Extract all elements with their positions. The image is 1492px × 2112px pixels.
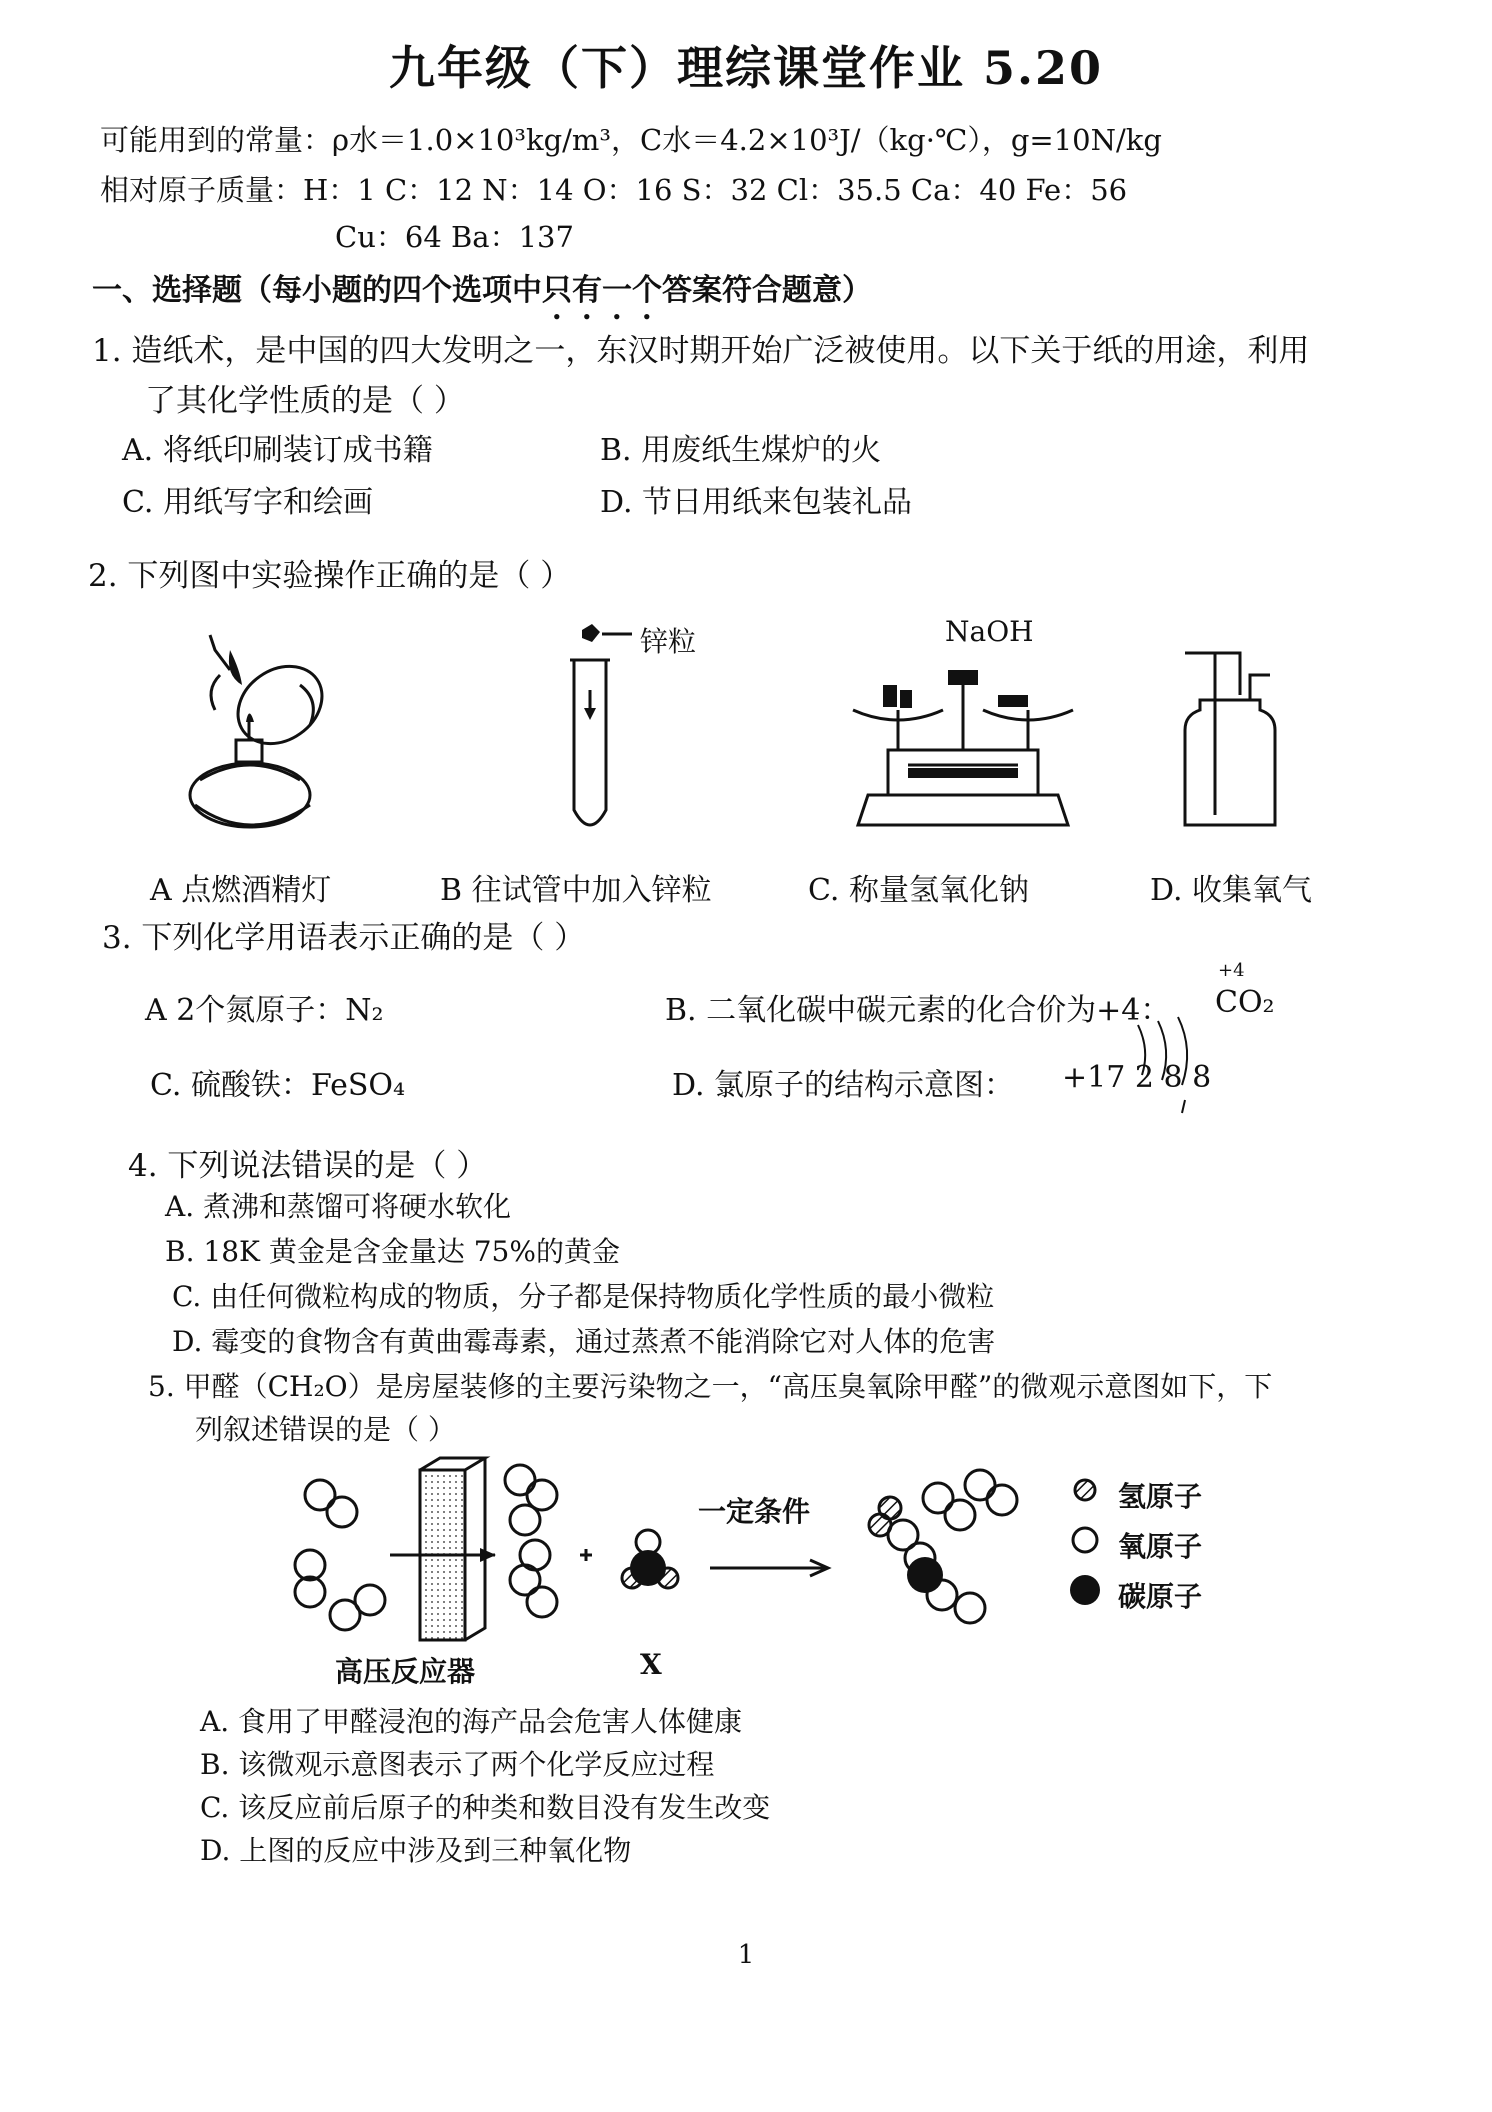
q5-option-a: A. 食用了甲醛浸泡的海产品会危害人体健康	[200, 1705, 743, 1738]
page-title: 九年级（下）理综课堂作业 5.20	[388, 41, 1104, 95]
valence-superscript: +4	[1218, 960, 1245, 981]
q3-option-d: D. 氯原子的结构示意图：	[672, 1068, 1015, 1103]
atomic-mass-line-2: Cu：64 Ba：137	[335, 220, 574, 254]
q5-stem-line-2: 列叙述错误的是（ ）	[195, 1413, 456, 1446]
atom-structure-formula: +17 2 8 8	[1062, 1060, 1212, 1095]
q3-option-b: B. 二氧化碳中碳元素的化合价为+4：	[665, 993, 1171, 1028]
q5-option-c: C. 该反应前后原子的种类和数目没有发生改变	[200, 1791, 771, 1824]
q3-stem: 3. 下列化学用语表示正确的是（ ）	[102, 920, 586, 956]
legend-carbon: 碳原子	[1118, 1580, 1203, 1613]
q5-option-d: D. 上图的反应中涉及到三种氧化物	[200, 1834, 632, 1867]
q4-option-b: B. 18K 黄金是含金量达 75%的黄金	[165, 1235, 620, 1268]
section-heading	[92, 265, 872, 326]
q4-stem: 4. 下列说法错误的是（ ）	[128, 1148, 488, 1184]
q1-option-d: D. 节日用纸来包装礼品	[600, 485, 913, 520]
alcohol-lamp-figure	[170, 630, 360, 845]
q4-option-c: C. 由任何微粒构成的物质，分子都是保持物质化学性质的最小微粒	[172, 1280, 995, 1313]
q3-option-c: C. 硫酸铁：FeSO₄	[150, 1068, 406, 1103]
section-heading-emphasis: 只有一个	[542, 273, 662, 308]
q1-option-a: A. 将纸印刷装订成书籍	[122, 433, 433, 468]
q2-option-a: A 点燃酒精灯	[150, 873, 332, 908]
q3-option-a: A 2个氮原子：N₂	[145, 993, 384, 1028]
q1-option-c: C. 用纸写字和绘画	[122, 485, 373, 520]
legend-oxygen: 氧原子	[1118, 1530, 1203, 1563]
section-heading-suffix: 答案符合题意）	[662, 273, 872, 308]
q1-stem-line-1: 1. 造纸术，是中国的四大发明之一，东汉时期开始广泛被使用。以下关于纸的用途，利用	[92, 333, 1310, 369]
reaction-diagram	[280, 1450, 1260, 1650]
section-heading-prefix: 一、选择题（每小题的四个选项中	[92, 273, 542, 308]
q1-option-b: B. 用废纸生煤炉的火	[600, 433, 882, 468]
q5-stem-line-1: 5. 甲醛（CH₂O）是房屋装修的主要污染物之一，“高压臭氧除甲醛”的微观示意图如下，下	[148, 1370, 1273, 1403]
page-number: 1	[737, 1940, 755, 1970]
zinc-label: 锌粒	[640, 625, 697, 658]
x-label: X	[640, 1648, 662, 1681]
q1-stem-line-2: 了其化学性质的是（ ）	[145, 383, 465, 419]
balance-figure	[848, 650, 1078, 835]
constants-line-1: 可能用到的常量：ρ水＝1.0×10³kg/m³，C水＝4.2×10³J/（kg·℃），g=10N/kg	[100, 123, 1162, 157]
q2-stem: 2. 下列图中实验操作正确的是（ ）	[88, 558, 572, 594]
co2-formula: CO₂	[1215, 985, 1275, 1020]
q2-option-c: C. 称量氢氧化钠	[808, 873, 1029, 908]
naoh-label: NaOH	[945, 615, 1034, 648]
q4-option-a: A. 煮沸和蒸馏可将硬水软化	[165, 1190, 512, 1223]
q2-option-b: B 往试管中加入锌粒	[440, 873, 712, 908]
reaction-condition-label: 一定条件	[698, 1495, 811, 1528]
legend-hydrogen: 氢原子	[1118, 1480, 1203, 1513]
q2-option-d: D. 收集氧气	[1150, 873, 1313, 908]
reactor-label: 高压反应器	[335, 1655, 476, 1688]
q5-option-b: B. 该微观示意图表示了两个化学反应过程	[200, 1748, 715, 1781]
atomic-mass-line-1: 相对原子质量：H：1 C：12 N：14 O：16 S：32 Cl：35.5 Ca：40 Fe：56	[100, 173, 1128, 207]
gas-bottle-figure	[1180, 645, 1290, 835]
q4-option-d: D. 霉变的食物含有黄曲霉毒素，通过蒸煮不能消除它对人体的危害	[172, 1325, 996, 1358]
electron-shell-arcs	[1130, 1015, 1200, 1115]
